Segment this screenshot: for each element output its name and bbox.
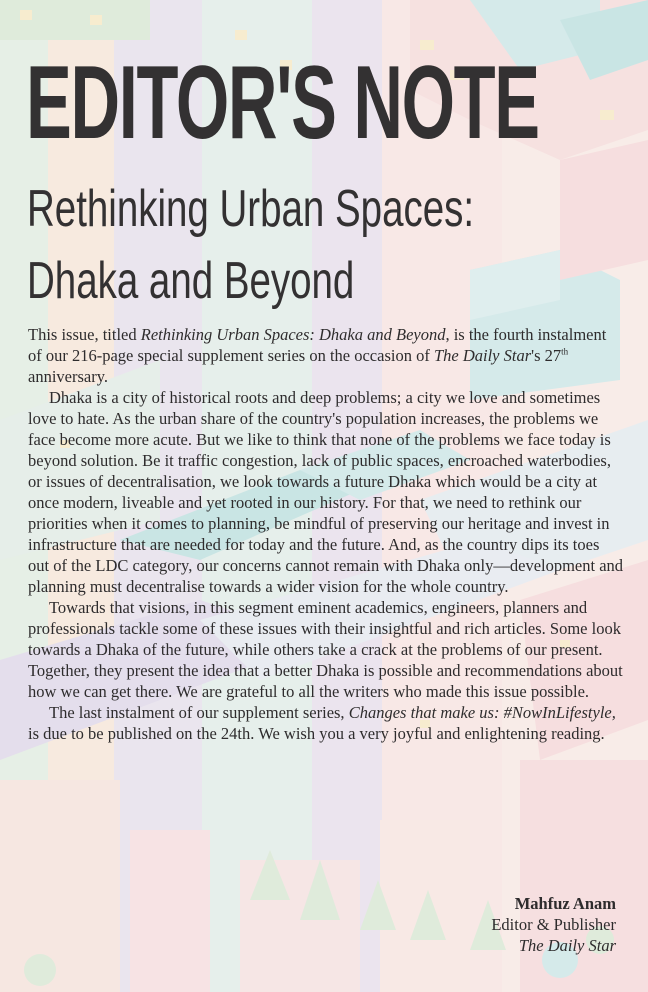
series-title: Changes that make us: #NowInLifestyle, xyxy=(348,703,616,722)
ordinal-suffix: th xyxy=(561,346,569,357)
page-title: EDITOR'S NOTE xyxy=(26,45,539,161)
signature-role: Editor & Publisher xyxy=(491,915,616,934)
closing-text-end: is due to be published on the 24th. We wish you a very joyful and enlightening reading. xyxy=(28,724,605,743)
signature-block xyxy=(491,893,616,956)
closing-text-start: The last instalment of our supplement series, xyxy=(49,703,349,722)
issue-title: Rethinking Urban Spaces: Dhaka and Beyond xyxy=(140,325,446,344)
paragraph-visions: Towards that visions, in this segment eminent academics, engineers, planners and professionals tackle some of these issues with their insightful and rich articles. Some look towards a Dhaka of the future, while others take a crack at the problems of our present. Together, they present the idea that a better Dhaka is possible and recommendations about how we can get there. We are grateful to all the writers who made this issue possible. xyxy=(28,598,623,701)
paragraph-dhaka: Dhaka is a city of historical roots and deep problems; a city we love and sometimes love to hate. As the urban share of the country's population increases, the problems we face become more acute. But we like to think that none of the problems we face today is beyond solution. Be it traffic congestion, lack of public spaces, encroached waterbodies, or issues of decentralisation, we look towards a future Dhaka which would be a city at once modern, liveable and yet rooted in our history. For that, we need to rethink our priorities when it comes to planning, be mindful of preserving our heritage and invest in infrastructure that are needed for today and the future. And, as the country dips its toes out of the LDC category, our concerns cannot remain with Dhaka only—development and planning must decentralise towards a wider vision for the whole country. xyxy=(28,388,624,596)
signature-publication xyxy=(491,935,616,956)
paragraph-closing xyxy=(28,702,624,744)
subtitle-line-2: Dhaka and Beyond xyxy=(27,252,355,310)
intro-text-middle: , is the fourth instalment of our 216-page special supplement series on the occasion of xyxy=(28,325,607,365)
intro-possessive: 's 27 xyxy=(531,346,562,365)
article-body xyxy=(28,324,624,744)
publication-name: The Daily Star xyxy=(433,346,532,365)
paragraph-intro xyxy=(28,324,624,387)
signature-publication-name: The Daily Star xyxy=(518,936,616,955)
signature-name: Mahfuz Anam xyxy=(514,894,616,913)
subtitle-line-1: Rethinking Urban Spaces: xyxy=(27,180,475,238)
intro-text-end: anniversary. xyxy=(28,367,109,386)
intro-text-start: This issue, titled xyxy=(28,325,141,344)
